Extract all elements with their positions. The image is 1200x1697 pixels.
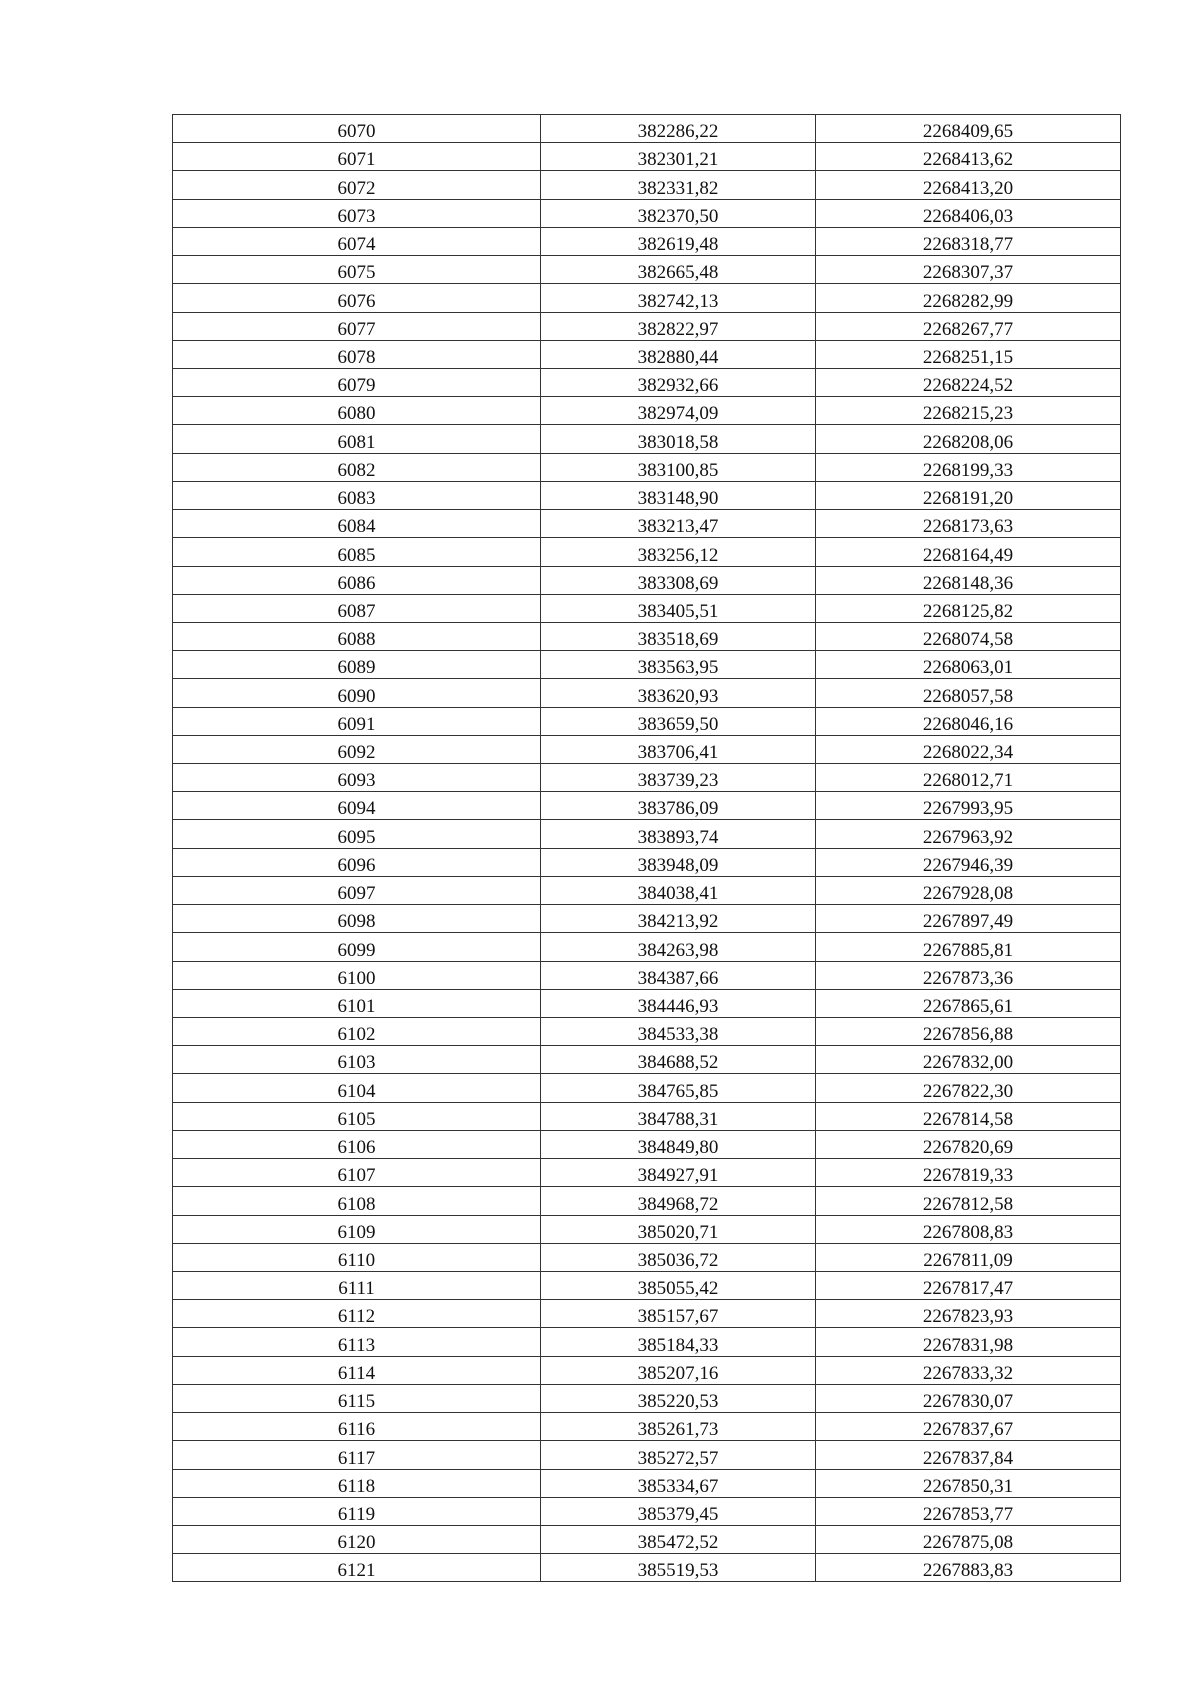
table-row	[173, 1074, 1121, 1102]
table-row	[173, 1356, 1121, 1384]
table-row	[173, 651, 1121, 679]
y-coordinate-cell: 2267817,47	[816, 1271, 1121, 1299]
y-coordinate-cell: 2267897,49	[816, 905, 1121, 933]
y-coordinate-cell: 2268012,71	[816, 764, 1121, 792]
point-number-cell: 6099	[173, 933, 541, 961]
table-row	[173, 115, 1121, 143]
x-coordinate-cell: 383018,58	[541, 425, 816, 453]
y-coordinate-cell: 2267993,95	[816, 792, 1121, 820]
x-coordinate-cell: 385379,45	[541, 1497, 816, 1525]
x-coordinate-cell: 382974,09	[541, 397, 816, 425]
y-coordinate-cell: 2267833,32	[816, 1356, 1121, 1384]
x-coordinate-cell: 383893,74	[541, 820, 816, 848]
table-row	[173, 1525, 1121, 1553]
y-coordinate-cell: 2267831,98	[816, 1328, 1121, 1356]
x-coordinate-cell: 385036,72	[541, 1243, 816, 1271]
x-coordinate-cell: 384387,66	[541, 961, 816, 989]
y-coordinate-cell: 2268406,03	[816, 199, 1121, 227]
point-number-cell: 6091	[173, 707, 541, 735]
x-coordinate-cell: 385055,42	[541, 1271, 816, 1299]
x-coordinate-cell: 383948,09	[541, 848, 816, 876]
x-coordinate-cell: 384688,52	[541, 1046, 816, 1074]
x-coordinate-cell: 384968,72	[541, 1187, 816, 1215]
table-row	[173, 679, 1121, 707]
y-coordinate-cell: 2267812,58	[816, 1187, 1121, 1215]
point-number-cell: 6096	[173, 848, 541, 876]
x-coordinate-cell: 383100,85	[541, 453, 816, 481]
x-coordinate-cell: 382619,48	[541, 227, 816, 255]
x-coordinate-cell: 384765,85	[541, 1074, 816, 1102]
y-coordinate-cell: 2268046,16	[816, 707, 1121, 735]
table-row	[173, 1554, 1121, 1582]
x-coordinate-cell: 384533,38	[541, 1018, 816, 1046]
table-row	[173, 425, 1121, 453]
y-coordinate-cell: 2268413,20	[816, 171, 1121, 199]
coordinate-table-body	[173, 115, 1121, 1582]
point-number-cell: 6084	[173, 510, 541, 538]
x-coordinate-cell: 385184,33	[541, 1328, 816, 1356]
table-row	[173, 1018, 1121, 1046]
table-row	[173, 1328, 1121, 1356]
table-row	[173, 340, 1121, 368]
table-row	[173, 453, 1121, 481]
x-coordinate-cell: 383620,93	[541, 679, 816, 707]
point-number-cell: 6083	[173, 481, 541, 509]
y-coordinate-cell: 2268022,34	[816, 735, 1121, 763]
x-coordinate-cell: 383148,90	[541, 481, 816, 509]
table-row	[173, 227, 1121, 255]
point-number-cell: 6106	[173, 1130, 541, 1158]
point-number-cell: 6112	[173, 1300, 541, 1328]
table-row	[173, 143, 1121, 171]
table-row	[173, 961, 1121, 989]
table-row	[173, 284, 1121, 312]
table-row	[173, 933, 1121, 961]
point-number-cell: 6103	[173, 1046, 541, 1074]
table-row	[173, 1300, 1121, 1328]
x-coordinate-cell: 383256,12	[541, 538, 816, 566]
x-coordinate-cell: 382880,44	[541, 340, 816, 368]
y-coordinate-cell: 2267819,33	[816, 1159, 1121, 1187]
y-coordinate-cell: 2267830,07	[816, 1384, 1121, 1412]
y-coordinate-cell: 2268191,20	[816, 481, 1121, 509]
x-coordinate-cell: 383213,47	[541, 510, 816, 538]
y-coordinate-cell: 2267808,83	[816, 1215, 1121, 1243]
y-coordinate-cell: 2268074,58	[816, 622, 1121, 650]
table-row	[173, 792, 1121, 820]
table-row	[173, 622, 1121, 650]
y-coordinate-cell: 2267865,61	[816, 989, 1121, 1017]
table-row	[173, 566, 1121, 594]
point-number-cell: 6110	[173, 1243, 541, 1271]
x-coordinate-cell: 382742,13	[541, 284, 816, 312]
table-row	[173, 510, 1121, 538]
table-row	[173, 1046, 1121, 1074]
point-number-cell: 6115	[173, 1384, 541, 1412]
point-number-cell: 6119	[173, 1497, 541, 1525]
x-coordinate-cell: 385207,16	[541, 1356, 816, 1384]
y-coordinate-cell: 2267856,88	[816, 1018, 1121, 1046]
x-coordinate-cell: 383706,41	[541, 735, 816, 763]
y-coordinate-cell: 2267837,84	[816, 1441, 1121, 1469]
x-coordinate-cell: 384788,31	[541, 1102, 816, 1130]
x-coordinate-cell: 385020,71	[541, 1215, 816, 1243]
point-number-cell: 6101	[173, 989, 541, 1017]
point-number-cell: 6094	[173, 792, 541, 820]
table-row	[173, 368, 1121, 396]
x-coordinate-cell: 383308,69	[541, 566, 816, 594]
table-row	[173, 1159, 1121, 1187]
table-row	[173, 481, 1121, 509]
point-number-cell: 6071	[173, 143, 541, 171]
x-coordinate-cell: 384446,93	[541, 989, 816, 1017]
table-row	[173, 876, 1121, 904]
y-coordinate-cell: 2267823,93	[816, 1300, 1121, 1328]
point-number-cell: 6097	[173, 876, 541, 904]
x-coordinate-cell: 384263,98	[541, 933, 816, 961]
point-number-cell: 6077	[173, 312, 541, 340]
point-number-cell: 6090	[173, 679, 541, 707]
point-number-cell: 6070	[173, 115, 541, 143]
point-number-cell: 6075	[173, 256, 541, 284]
x-coordinate-cell: 385261,73	[541, 1413, 816, 1441]
table-row	[173, 989, 1121, 1017]
y-coordinate-cell: 2267885,81	[816, 933, 1121, 961]
table-row	[173, 1102, 1121, 1130]
x-coordinate-cell: 385472,52	[541, 1525, 816, 1553]
point-number-cell: 6113	[173, 1328, 541, 1356]
y-coordinate-cell: 2268251,15	[816, 340, 1121, 368]
y-coordinate-cell: 2268164,49	[816, 538, 1121, 566]
point-number-cell: 6107	[173, 1159, 541, 1187]
y-coordinate-cell: 2268215,23	[816, 397, 1121, 425]
x-coordinate-cell: 385220,53	[541, 1384, 816, 1412]
point-number-cell: 6088	[173, 622, 541, 650]
coordinate-table	[172, 114, 1121, 1582]
point-number-cell: 6086	[173, 566, 541, 594]
y-coordinate-cell: 2268063,01	[816, 651, 1121, 679]
point-number-cell: 6092	[173, 735, 541, 763]
x-coordinate-cell: 383739,23	[541, 764, 816, 792]
y-coordinate-cell: 2267822,30	[816, 1074, 1121, 1102]
y-coordinate-cell: 2267963,92	[816, 820, 1121, 848]
x-coordinate-cell: 385157,67	[541, 1300, 816, 1328]
table-row	[173, 1469, 1121, 1497]
y-coordinate-cell: 2268409,65	[816, 115, 1121, 143]
point-number-cell: 6079	[173, 368, 541, 396]
y-coordinate-cell: 2268057,58	[816, 679, 1121, 707]
point-number-cell: 6080	[173, 397, 541, 425]
y-coordinate-cell: 2267928,08	[816, 876, 1121, 904]
point-number-cell: 6072	[173, 171, 541, 199]
point-number-cell: 6120	[173, 1525, 541, 1553]
y-coordinate-cell: 2268318,77	[816, 227, 1121, 255]
point-number-cell: 6095	[173, 820, 541, 848]
x-coordinate-cell: 382665,48	[541, 256, 816, 284]
table-row	[173, 707, 1121, 735]
point-number-cell: 6076	[173, 284, 541, 312]
x-coordinate-cell: 382822,97	[541, 312, 816, 340]
point-number-cell: 6111	[173, 1271, 541, 1299]
y-coordinate-cell: 2267820,69	[816, 1130, 1121, 1158]
y-coordinate-cell: 2267832,00	[816, 1046, 1121, 1074]
point-number-cell: 6078	[173, 340, 541, 368]
point-number-cell: 6117	[173, 1441, 541, 1469]
table-row	[173, 1497, 1121, 1525]
point-number-cell: 6093	[173, 764, 541, 792]
y-coordinate-cell: 2267875,08	[816, 1525, 1121, 1553]
x-coordinate-cell: 382331,82	[541, 171, 816, 199]
point-number-cell: 6102	[173, 1018, 541, 1046]
y-coordinate-cell: 2267873,36	[816, 961, 1121, 989]
table-row	[173, 312, 1121, 340]
table-row	[173, 538, 1121, 566]
table-row	[173, 397, 1121, 425]
table-row	[173, 171, 1121, 199]
x-coordinate-cell: 383563,95	[541, 651, 816, 679]
x-coordinate-cell: 382301,21	[541, 143, 816, 171]
y-coordinate-cell: 2268413,62	[816, 143, 1121, 171]
x-coordinate-cell: 384849,80	[541, 1130, 816, 1158]
y-coordinate-cell: 2268307,37	[816, 256, 1121, 284]
table-row	[173, 1441, 1121, 1469]
point-number-cell: 6085	[173, 538, 541, 566]
point-number-cell: 6074	[173, 227, 541, 255]
x-coordinate-cell: 383786,09	[541, 792, 816, 820]
x-coordinate-cell: 382286,22	[541, 115, 816, 143]
point-number-cell: 6109	[173, 1215, 541, 1243]
table-row	[173, 905, 1121, 933]
table-row	[173, 848, 1121, 876]
point-number-cell: 6081	[173, 425, 541, 453]
table-row	[173, 256, 1121, 284]
x-coordinate-cell: 383405,51	[541, 594, 816, 622]
table-row	[173, 1413, 1121, 1441]
point-number-cell: 6089	[173, 651, 541, 679]
point-number-cell: 6118	[173, 1469, 541, 1497]
point-number-cell: 6100	[173, 961, 541, 989]
y-coordinate-cell: 2267811,09	[816, 1243, 1121, 1271]
table-row	[173, 764, 1121, 792]
x-coordinate-cell: 384038,41	[541, 876, 816, 904]
x-coordinate-cell: 383518,69	[541, 622, 816, 650]
table-row	[173, 1130, 1121, 1158]
y-coordinate-cell: 2267814,58	[816, 1102, 1121, 1130]
x-coordinate-cell: 385519,53	[541, 1554, 816, 1582]
point-number-cell: 6104	[173, 1074, 541, 1102]
y-coordinate-cell: 2267883,83	[816, 1554, 1121, 1582]
table-row	[173, 735, 1121, 763]
point-number-cell: 6087	[173, 594, 541, 622]
point-number-cell: 6073	[173, 199, 541, 227]
x-coordinate-cell: 384213,92	[541, 905, 816, 933]
y-coordinate-cell: 2268148,36	[816, 566, 1121, 594]
table-row	[173, 1271, 1121, 1299]
table-row	[173, 1187, 1121, 1215]
y-coordinate-cell: 2267853,77	[816, 1497, 1121, 1525]
table-row	[173, 199, 1121, 227]
x-coordinate-cell: 384927,91	[541, 1159, 816, 1187]
x-coordinate-cell: 385272,57	[541, 1441, 816, 1469]
point-number-cell: 6116	[173, 1413, 541, 1441]
table-row	[173, 594, 1121, 622]
y-coordinate-cell: 2268208,06	[816, 425, 1121, 453]
point-number-cell: 6082	[173, 453, 541, 481]
x-coordinate-cell: 382932,66	[541, 368, 816, 396]
point-number-cell: 6105	[173, 1102, 541, 1130]
point-number-cell: 6098	[173, 905, 541, 933]
point-number-cell: 6121	[173, 1554, 541, 1582]
y-coordinate-cell: 2268224,52	[816, 368, 1121, 396]
table-row	[173, 1384, 1121, 1412]
y-coordinate-cell: 2268199,33	[816, 453, 1121, 481]
y-coordinate-cell: 2268173,63	[816, 510, 1121, 538]
y-coordinate-cell: 2268282,99	[816, 284, 1121, 312]
table-row	[173, 820, 1121, 848]
table-row	[173, 1215, 1121, 1243]
x-coordinate-cell: 383659,50	[541, 707, 816, 735]
x-coordinate-cell: 385334,67	[541, 1469, 816, 1497]
y-coordinate-cell: 2268267,77	[816, 312, 1121, 340]
y-coordinate-cell: 2267850,31	[816, 1469, 1121, 1497]
table-row	[173, 1243, 1121, 1271]
x-coordinate-cell: 382370,50	[541, 199, 816, 227]
y-coordinate-cell: 2268125,82	[816, 594, 1121, 622]
point-number-cell: 6108	[173, 1187, 541, 1215]
y-coordinate-cell: 2267837,67	[816, 1413, 1121, 1441]
point-number-cell: 6114	[173, 1356, 541, 1384]
y-coordinate-cell: 2267946,39	[816, 848, 1121, 876]
